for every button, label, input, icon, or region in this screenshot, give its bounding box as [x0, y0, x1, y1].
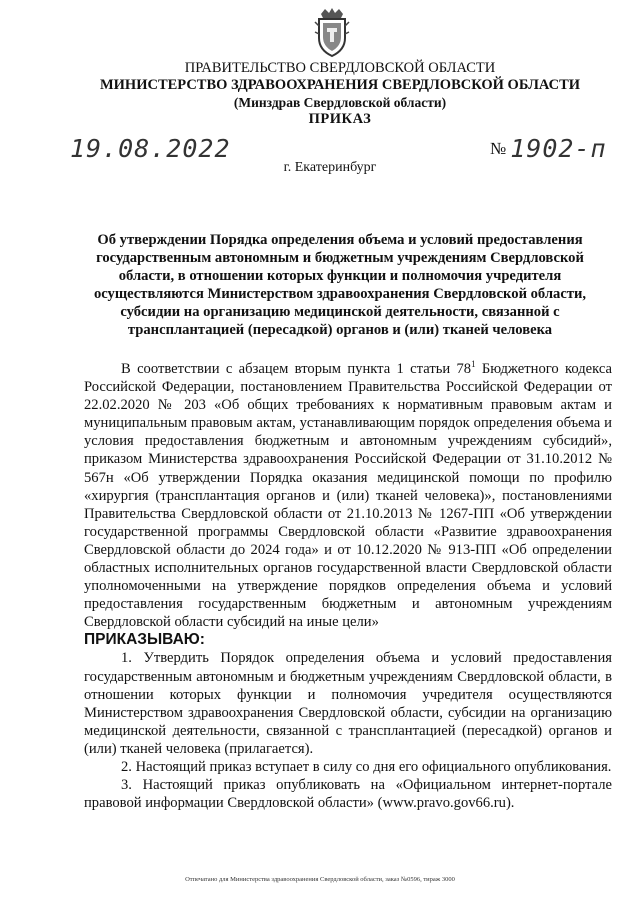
print-footer: Отпечатано для Министерства здравоохранения Свердловской области, заказ №0596, тираж 3000 — [185, 876, 455, 883]
order-item-2: 2. Настоящий приказ вступает в силу со дня его официального опубликования. — [121, 758, 612, 775]
coat-of-arms-icon — [314, 8, 350, 58]
government-header: ПРАВИТЕЛЬСТВО СВЕРДЛОВСКОЙ ОБЛАСТИ — [184, 60, 496, 76]
order-word: ПРИКАЗЫВАЮ: — [84, 631, 205, 649]
preamble-paragraph — [84, 360, 612, 631]
ministry-short-name: (Минздрав Свердловской области) — [233, 95, 447, 110]
document-title: Об утверждении Порядка определения объема и условий предоставления государственным автономным и бюджетным учреждениям Свердловской области, в отношении которых функции и полномочия учредителя осуществляются Министерством здравоохранения Свердловской области, субсидии на организацию медицинской деятельности, связанной с трансплантацией (пересадкой) органов и (или) тканей человека — [93, 232, 587, 338]
article-superscript: 1 — [471, 359, 476, 370]
order-number: 1902-п — [510, 134, 607, 163]
order-date: 19.08.2022 — [70, 134, 231, 163]
preamble-text-start: В соответствии с абзацем вторым пункта 1 статьи 78 — [121, 361, 472, 377]
order-item-1: 1. Утвердить Порядок определения объема и условий предоставления государственным автономным и бюджетным учреждениям Свердловской области, в отношении которых функции и полномочия учредителя осуществляются Министерством здравоохранения Свердловской области, субсидии на организацию медицинской деятельности, связанной с трансплантацией (пересадкой) органов и (или) тканей человека (прилагается). — [84, 650, 612, 757]
number-sign: № — [490, 139, 507, 158]
document-type: ПРИКАЗ — [308, 111, 372, 127]
order-number-block — [490, 134, 607, 163]
preamble-text-rest: Бюджетного кодекса Российской Федерации, постановлением Правительства Российской Федерации от 22.02.2020 № 203 «Об общих требованиях к нормативным правовым актам и муниципальным правовым актам, устанавливающим порядок определения объема и условия предоставления бюджетным и автономным учреждениям субсидий», приказом Министерства здравоохранения Российской Федерации от 31.10.2012 № 567н «Об утверждении Порядка оказания медицинской помощи по профилю «хирургия (трансплантация органов и (или) тканей человека)», постановлениями Правительства Свердловской области от 21.10.2013 № 1267-ПП «Об утверждении государственной программы Свердловской области «Развитие здравоохранения Свердловской области до 2024 года» и от 10.12.2020 № 913-ПП «Об определении областных исполнительных органов государственной власти Свердловской области уполномоченными на утверждение порядков определения объема и условий предоставления государственным бюджетным и автономным учреждениям Свердловской области субсидий на иные цели» — [84, 361, 612, 631]
ministry-header: МИНИСТЕРСТВО ЗДРАВООХРАНЕНИЯ СВЕРДЛОВСКОЙ ОБЛАСТИ — [99, 77, 581, 93]
order-item-3: 3. Настоящий приказ опубликовать на «Официальном интернет-портале правовой информации Свердловской области» (www.pravo.gov66.ru). — [84, 777, 612, 812]
document-body — [84, 360, 612, 812]
city: г. Екатеринбург — [283, 160, 377, 175]
